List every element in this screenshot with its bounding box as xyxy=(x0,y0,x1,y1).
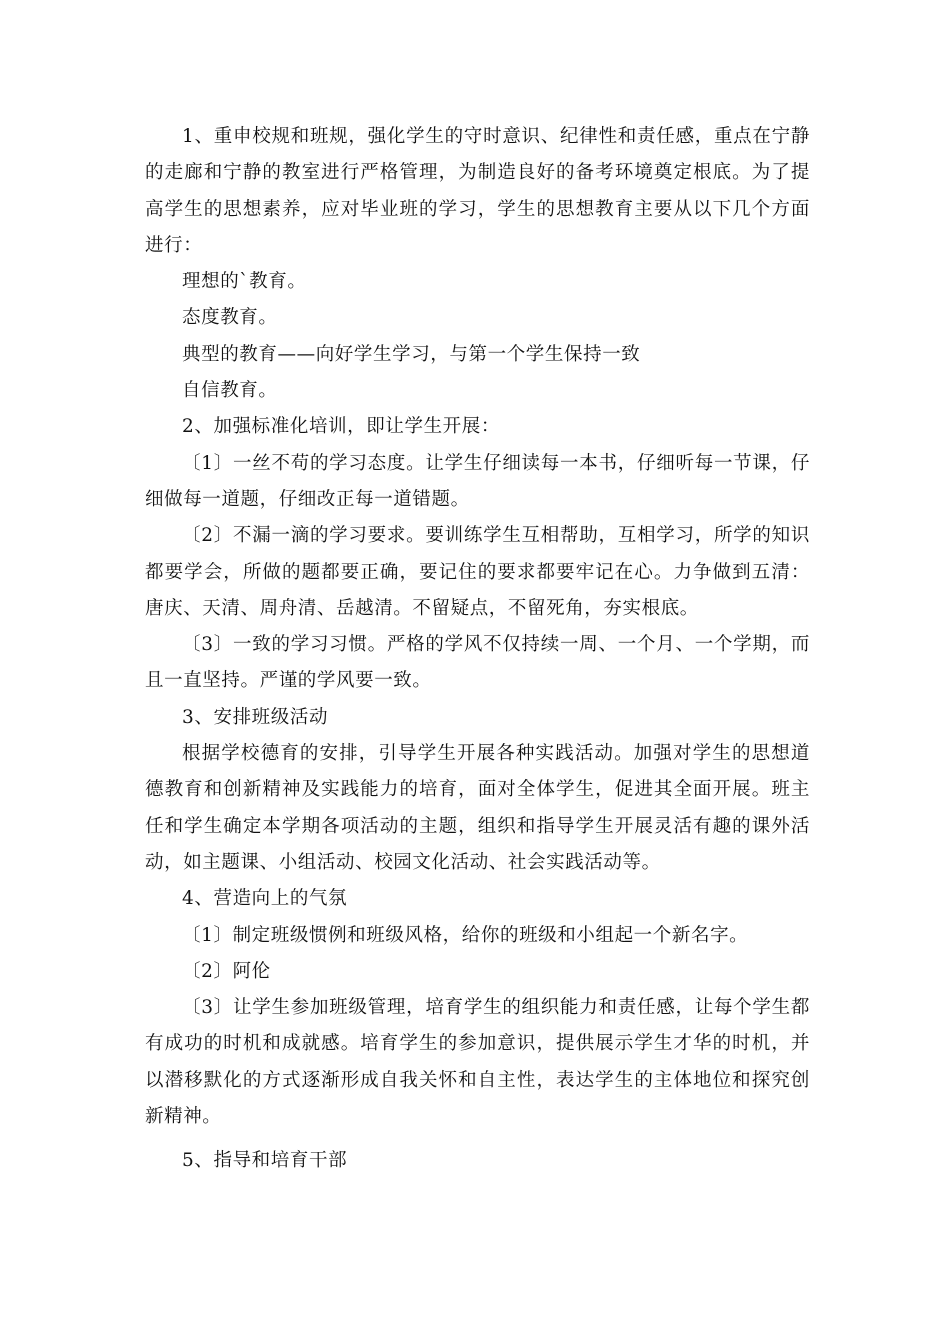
section-4-heading: 4、营造向上的气氛 xyxy=(182,888,348,910)
section-5-heading: 5、指导和培育干部 xyxy=(182,1150,348,1172)
section-2-item-2: 〔2〕不漏一滴的学习要求。要训练学生互相帮助，互相学习，所学的知识都要学会，所做的题都要正确，要记住的要求都要牢记在心。力争做到五清：唐庆、天清、周舟清、岳越清。不留疑点，不留死角，夯实根底。 xyxy=(145,525,810,619)
list-item-attitude-education: 态度教育。 xyxy=(182,307,278,329)
section-3-heading: 3、安排班级活动 xyxy=(182,706,329,728)
document-body xyxy=(145,119,810,1180)
section-4-item-2: 〔2〕阿伦 xyxy=(182,960,271,982)
section-4-item-1: 〔1〕制定班级惯例和班级风格，给你的班级和小组起一个新名字。 xyxy=(182,924,749,946)
list-item-confidence-education: 自信教育。 xyxy=(182,380,278,402)
section-4-item-3: 〔3〕让学生参加班级管理，培育学生的组织能力和责任感，让每个学生都有成功的时机和成就感。培育学生的参加意识，提供展示学生才华的时机，并以潜移默化的方式逐渐形成自我关怀和自主性，表达学生的主体地位和探究创新精神。 xyxy=(145,997,810,1128)
list-item-ideal-education: 理想的`教育。 xyxy=(182,271,307,293)
list-item-model-education: 典型的教育——向好学生学习，与第一个学生保持一致 xyxy=(182,343,641,365)
section-2-heading: 2、加强标准化培训，即让学生开展： xyxy=(182,416,500,438)
section-3-body: 根据学校德育的安排，引导学生开展各种实践活动。加强对学生的思想道德教育和创新精神及实践能力的培育，面对全体学生，促进其全面开展。班主任和学生确定本学期各项活动的主题，组织和指导学生开展灵活有趣的课外活动，如主题课、小组活动、校园文化活动、社会实践活动等。 xyxy=(145,743,810,873)
section-2-item-3: 〔3〕一致的学习习惯。严格的学风不仅持续一周、一个月、一个学期，而且一直坚持。严谨的学风要一致。 xyxy=(145,634,810,692)
section-2-item-1: 〔1〕一丝不苟的学习态度。让学生仔细读每一本书，仔细听每一节课，仔细做每一道题，仔细改正每一道错题。 xyxy=(145,452,810,510)
paragraph-1: 1、重申校规和班规，强化学生的守时意识、纪律性和责任感，重点在宁静的走廊和宁静的教室进行严格管理，为制造良好的备考环境奠定根底。为了提高学生的思想素养，应对毕业班的学习，学生的思想教育主要从以下几个方面进行： xyxy=(145,126,810,256)
